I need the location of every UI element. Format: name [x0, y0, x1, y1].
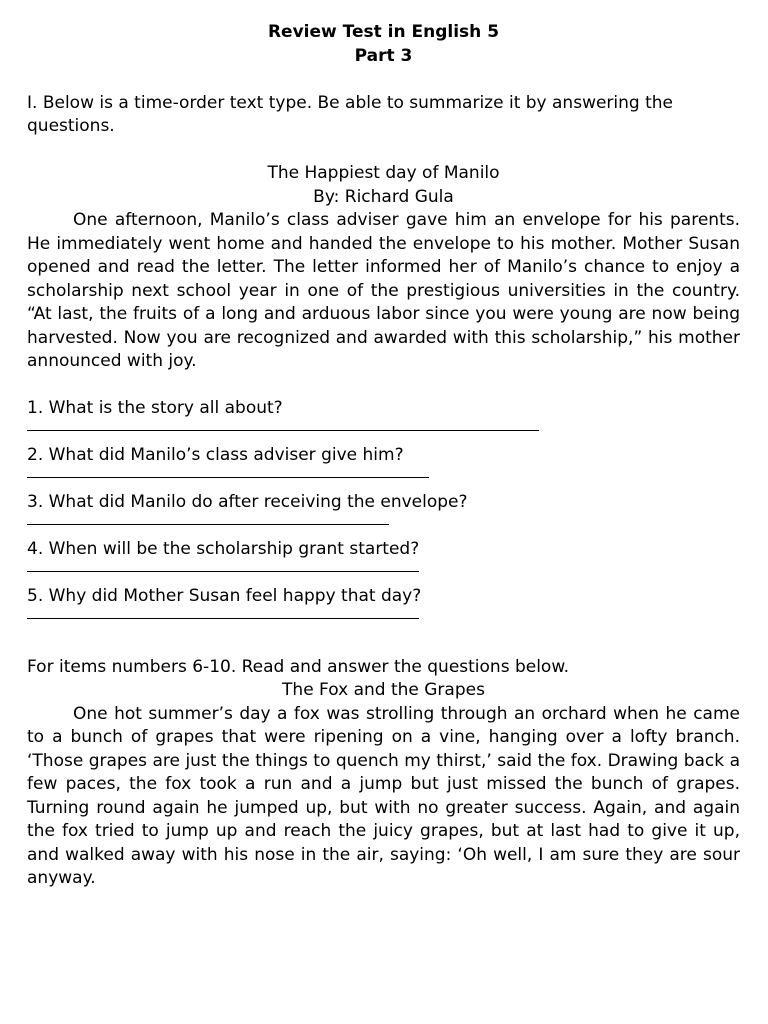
spacer: [27, 632, 740, 656]
spacer: [27, 68, 740, 92]
page-subtitle: Part 3: [354, 45, 413, 66]
answer-line-3[interactable]: [27, 515, 740, 539]
question-1: 1. What is the story all about?: [27, 398, 283, 418]
spacer: [27, 374, 740, 398]
question-5: 5. Why did Mother Susan feel happy that day?: [27, 586, 422, 606]
answer-line-2[interactable]: [27, 468, 740, 492]
story2-title: The Fox and the Grapes: [282, 680, 485, 700]
answer-line-5[interactable]: [27, 609, 740, 633]
story2-text: One hot summer’s day a fox was strolling through an orchard when he came to a bunch of grapes that were ripening on a vine, hanging over a lofty branch. ‘Those grapes are just the things to quench my thirst,’ said the fox. Drawing back a few paces, the fox took a run and a jump but just missed the bunch of grapes. Turning round again he jumped up, but with no greater success. Again, and again the fox tried to jump up and reach the juicy grapes, but at last had to give it up, and walked away with his nose in the air, saying: ‘Oh well, I am sure they are sour anyway.: [27, 703, 740, 888]
story1-text: One afternoon, Manilo’s class adviser gave him an envelope for his parents. He immediately went home and handed the envelope to his mother. Mother Susan opened and read the letter. The letter informed her of Manilo’s chance to enjoy a scholarship next school year in one of the prestigious universities in the country. “At last, the fruits of a long and arduous labor since you were young are now being harvested. Now you are recognized and awarded with this scholarship,” his mother announced with joy.: [27, 210, 740, 371]
answer-line-1[interactable]: [27, 421, 740, 445]
story1-title: The Happiest day of Manilo: [267, 163, 500, 183]
document-page: [27, 21, 740, 891]
page-title: Review Test in English 5: [267, 22, 500, 42]
story1-author: By: Richard Gula: [313, 186, 454, 207]
answer-line-4[interactable]: [27, 562, 740, 586]
section2-instruction: For items numbers 6-10. Read and answer the questions below.: [27, 656, 570, 677]
question-2: 2. What did Manilo’s class adviser give him?: [27, 445, 404, 465]
question-4: 4. When will be the scholarship grant started?: [27, 539, 420, 559]
question-3: 3. What did Manilo do after receiving the envelope?: [27, 492, 468, 512]
spacer: [27, 139, 740, 163]
section1-instruction: I. Below is a time-order text type. Be able to summarize it by answering the questions.: [27, 92, 674, 136]
